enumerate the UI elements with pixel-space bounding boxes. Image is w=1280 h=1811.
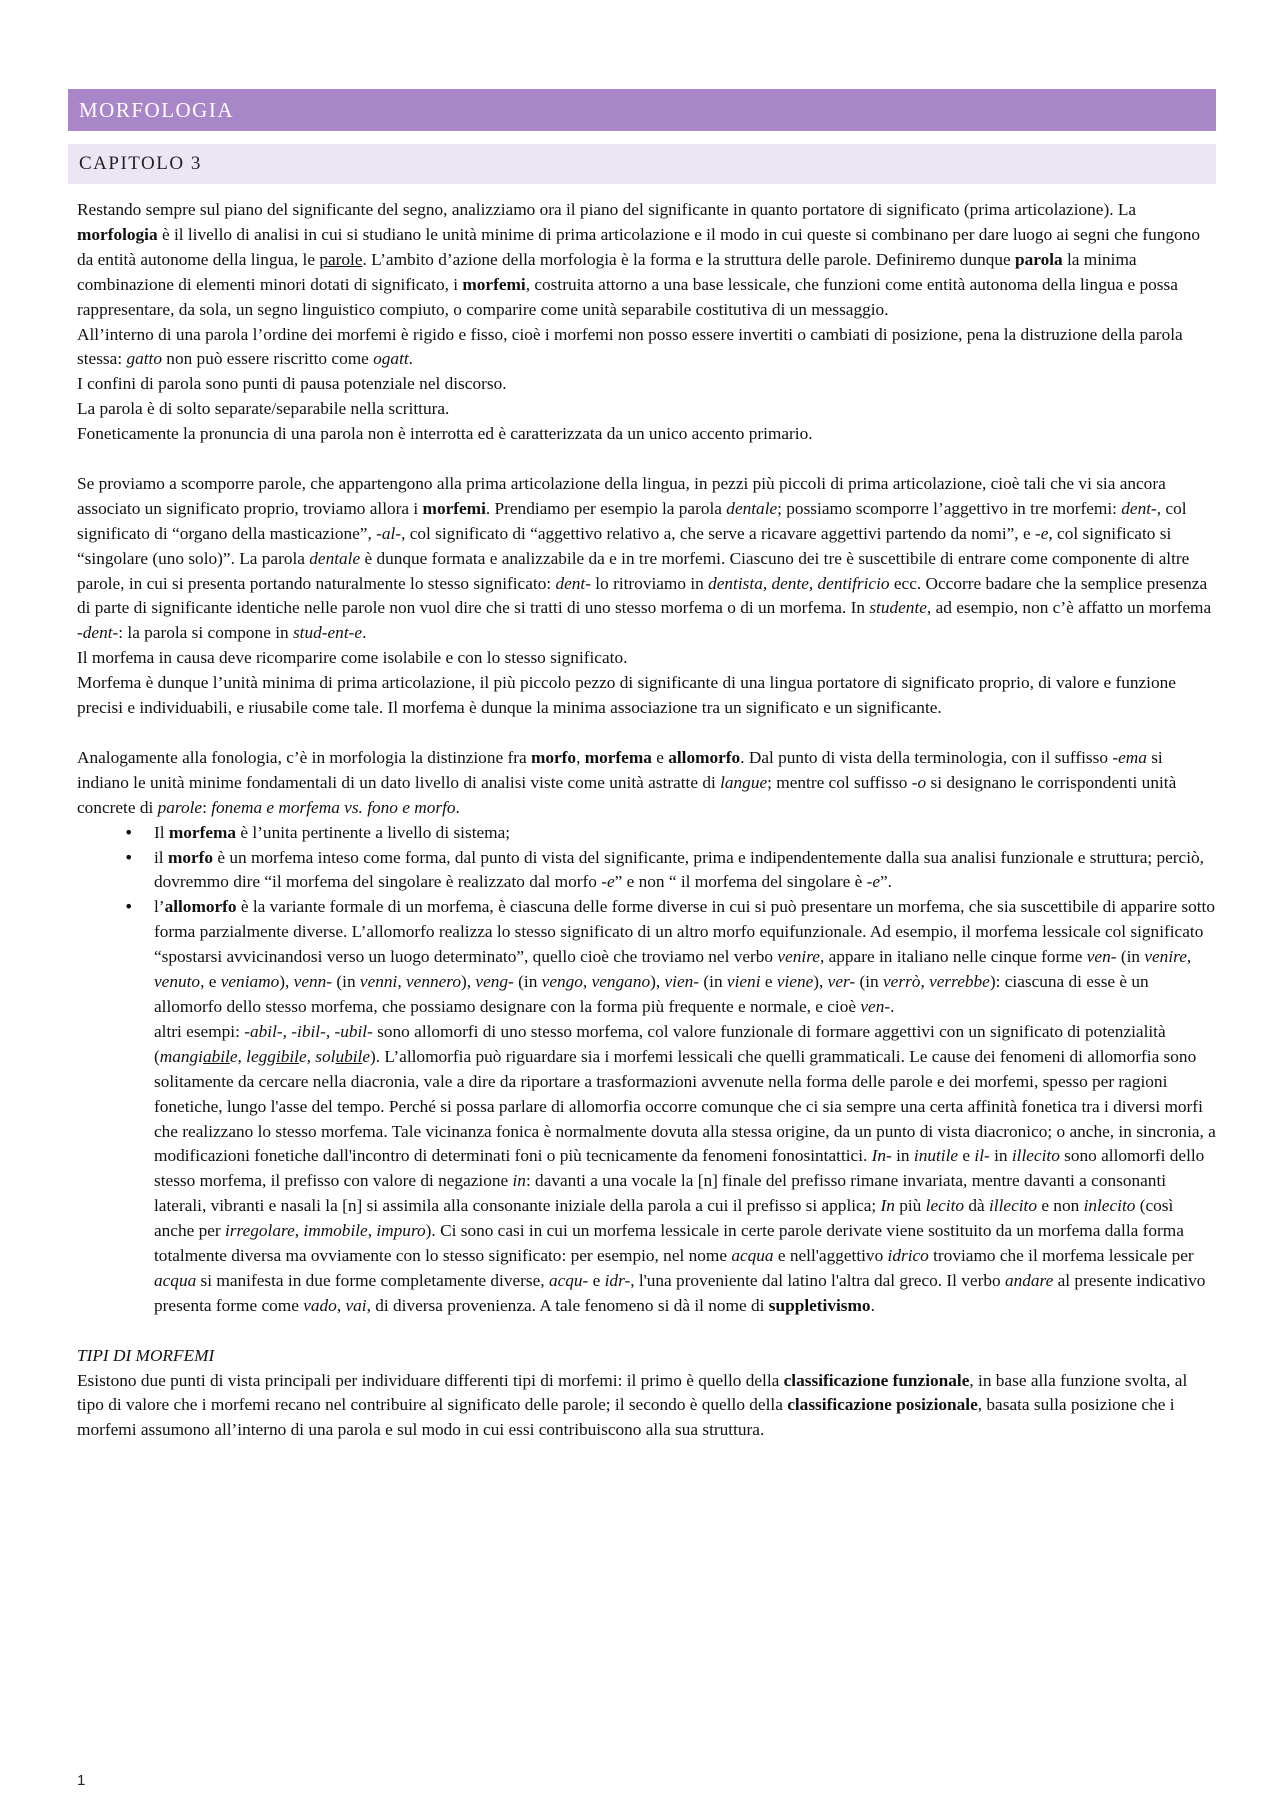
body-text xyxy=(77,198,1217,1443)
paragraph-writing: La parola è di solto separate/separabile nella scrittura. xyxy=(77,399,450,419)
paragraph-classification: Esistono due punti di vista principali per individuare differenti tipi di morfemi: il primo è quello della classificazione funzionale, in base alla funzione svolta, al tipo di valore che i morfemi recano nel contribuire al significato delle parole; il secondo è quello della classificazione posizionale, basata sulla posizione che i morfemi assumono all’interno di una parola e sul modo in cui essi contribuiscono alla sua struttura. xyxy=(77,1370,1188,1440)
paragraph-order: All’interno di una parola l’ordine dei morfemi è rigido e fisso, cioè i morfemi non posso essere invertiti o cambiati di posizione, pena la distruzione della parola stessa: gatto non può essere riscritto come ogatt. xyxy=(77,324,1183,369)
section-title: MORFOLOGIA xyxy=(68,89,1216,131)
page-number: 1 xyxy=(77,1772,86,1789)
paragraph-boundaries: I confini di parola sono punti di pausa potenziale nel discorso. xyxy=(77,374,507,394)
paragraph-terminology: Analogamente alla fonologia, c’è in morfologia la distinzione fra morfo, morfema e allomorfo. Dal punto di vista della terminologia, con il suffisso -ema si indiano le unità minime fondamentali di un dato livello di analisi viste come unità astratte di langue; mentre col suffisso -o si designano le corrispondenti unità concrete di parole: fonema e morfema vs. fono e morfo. xyxy=(77,747,1177,817)
bullet-allomorfo: • l’allomorfo è la variante formale di un morfema, è ciascuna delle forme diverse in cui si può presentare un morfema, che sia suscettibile di apparire sotto forma parzialmente diverse. L’allomorfo realizza lo stesso significato di un altro morfo equifunzionale. Ad esempio, il morfema lessicale col significato “spostarsi avvicinandosi verso un luogo determinato”, quello cioè che troviamo nel verbo venire, appare in italiano nelle cinque forme ven- (in venire, venuto, e veniamo), venn- (in venni, vennero), veng- (in vengo, vengano), vien- (in vieni e viene), ver- (in verrò, verrebbe): ciascuna di esse è un allomorfo dello stesso morfema, che possiamo designare con la forma più frequente e normale, e cioè ven-. altri esempi: -abil-, -ibil-, -ubil- sono allomorfi di uno stesso morfema, col valore funzionale di formare aggettivi con un significato di potenzialità (mangiabile, leggibile, solubile). L’allomorfia può riguardare sia i morfemi lessicali che quelli grammaticali. Le cause dei fenomeni di allomorfia sono solitamente da cercare nella diacronia, vale a dire da riportare a trasformazioni avvenute nella forma delle parole e dei morfemi, spesso per ragioni fonetiche, lungo l'asse del tempo. Perché si possa parlare di allomorfia occorre comunque che ci sia sempre una certa affinità fonetica tra i diversi morfi che realizzano lo stesso morfema. Tale vicinanza fonica è normalmente dovuta alla stessa origine, da un punto di vista diacronico; o anche, in sincronia, a modificazioni fonetiche dall'incontro di determinati foni o più tecnicamente da fenomeni fonosintattici. In- in inutile e il- in illecito sono allomorfi dello stesso morfema, il prefisso con valore di negazione in: davanti a una vocale la [n] finale del prefisso rimane invariata, mentre davanti a consonanti laterali, vibranti e nasali la [n] si assimila alla consonante iniziale della parola a cui il prefisso si applica; In più lecito dà illecito e non inlecito (così anche per irregolare, immobile, impuro). Ci sono casi in cui un morfema lessicale in certe parole derivate viene sostituito da un morfema dalla forma totalmente diversa ma ovviamente con lo stesso significato: per esempio, nel nome acqua e nell'aggettivo idrico troviamo che il morfema lessicale per acqua si manifesta in due forme completamente diverse, acqu- e idr-, l'una proveniente dal latino l'altra dal greco. Il verbo andare al presente indicativo presenta forme come vado, vai, di diversa provenienza. A tale fenomeno si dà il nome di suppletivismo. xyxy=(77,895,1217,1318)
paragraph-definition: Morfema è dunque l’unità minima di prima articolazione, il più piccolo pezzo di significante di una lingua portatore di significato proprio, di valore e funzione precisi e individuabili, e riusabile come tale. Il morfema è dunque la minima associazione tra un significato e un significante. xyxy=(77,673,1176,718)
bullet-list xyxy=(77,821,1217,1319)
spacer xyxy=(77,1319,1217,1344)
paragraph-decomposition: Se proviamo a scomporre parole, che appartengono alla prima articolazione della lingua, in pezzi più piccoli di prima articolazione, cioè tali che vi sia ancora associato un significato proprio, troviamo allora i morfemi. Prendiamo per esempio la parola dentale; possiamo scomporre l’aggettivo in tre morfemi: dent-, col significato di “organo della masticazione”, -al-, col significato di “aggettivo relativo a, che serve a ricavare aggettivi partendo da nomi”, e -e, col significato si “singolare (uno solo)”. La parola dentale è dunque formata e analizzabile da e in tre morfemi. Ciascuno dei tre è suscettibile di entrare come componente di altre parole, in cui si presenta portando naturalmente lo stesso significato: dent- lo ritroviamo in dentista, dente, dentifricio ecc. Occorre badare che la semplice presenza di parte di significante identiche nelle parole non vuol dire che si tratti di uno stesso morfema o di un morfema. In studente, ad esempio, non c’è affatto un morfema -dent-: la parola si compone in stud-ent-e. xyxy=(77,473,1212,643)
paragraph-intro: Restando sempre sul piano del significante del segno, analizziamo ora il piano del significante in quanto portatore di significato (prima articolazione). La morfologia è il livello di analisi in cui si studiano le unità minime di prima articolazione e il modo in cui queste si combinano per dare luogo ai segni che fungono da entità autonome della lingua, le parole. L’ambito d’azione della morfologia è la forma e la struttura delle parole. Definiremo dunque parola la minima combinazione di elementi minori dotati di significato, i morfemi, costruita attorno a una base lessicale, che funzioni come entità autonoma della lingua e possa rappresentare, da sola, un segno linguistico compiuto, o comparire come unità separabile costitutiva di un messaggio. xyxy=(77,200,1201,319)
bullet-morfema: • Il morfema è l’unita pertinente a livello di sistema; xyxy=(77,821,1217,846)
paragraph-isolable: Il morfema in causa deve ricomparire come isolabile e con lo stesso significato. xyxy=(77,648,628,668)
spacer xyxy=(77,447,1217,472)
bullet-morfo: • il morfo è un morfema inteso come forma, dal punto di vista del significante, prima e indipendentemente dalla sua analisi funzionale e struttura; perciò, dovremmo dire “il morfema del singolare è realizzato dal morfo -e” e non “ il morfema del singolare è -e”. xyxy=(77,846,1217,896)
spacer xyxy=(77,721,1217,746)
subheading-tipi-di-morfemi: TIPI DI MORFEMI xyxy=(77,1345,215,1365)
chapter-title: CAPITOLO 3 xyxy=(68,144,1216,184)
paragraph-phonetics: Foneticamente la pronuncia di una parola non è interrotta ed è caratterizzata da un unico accento primario. xyxy=(77,424,813,444)
